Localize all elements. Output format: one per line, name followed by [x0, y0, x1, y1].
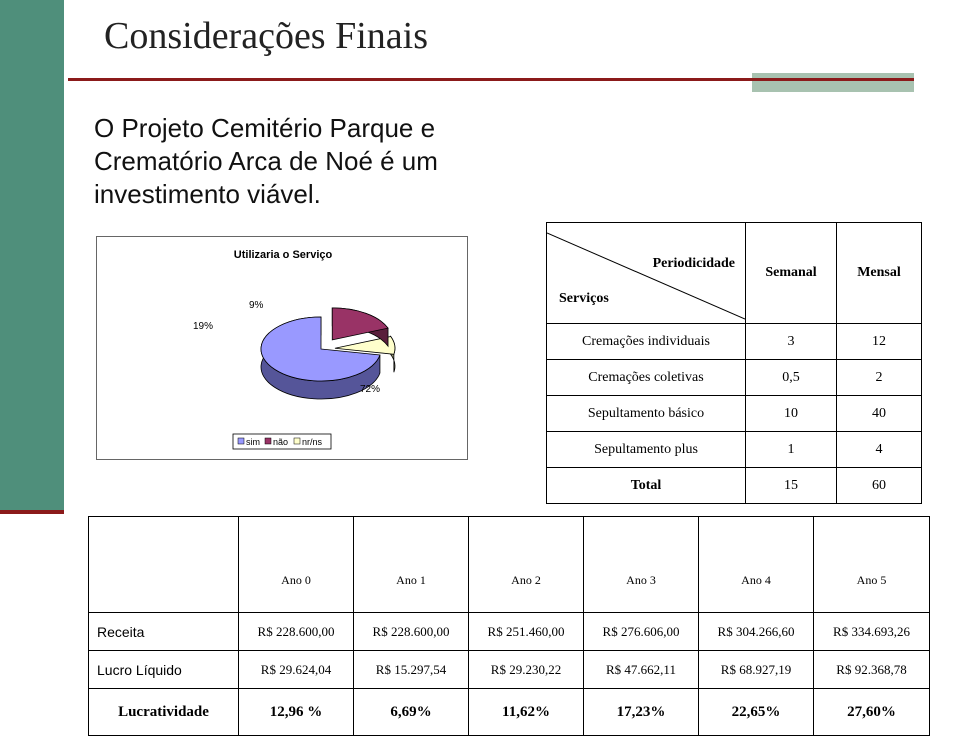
service-name: Cremações coletivas: [547, 360, 746, 396]
legend-label-sim: sim: [246, 437, 260, 447]
legend-swatch-nr/ns: [294, 438, 300, 444]
total-mensal: 60: [837, 468, 922, 504]
header-mensal: Mensal: [837, 223, 922, 324]
table-row: [547, 360, 922, 396]
receita-value: R$ 304.266,60: [699, 613, 814, 651]
mensal-value: 12: [837, 324, 922, 360]
legend-swatch-sim: [238, 438, 244, 444]
lucro-value: R$ 29.624,04: [239, 651, 354, 689]
table-row: [547, 432, 922, 468]
year-label: Ano 2: [511, 573, 541, 587]
slide-bullet: O Projeto Cemitério Parque e Crematório Arca de Noé é um investimento viável.: [94, 113, 438, 209]
mensal-value: 40: [837, 396, 922, 432]
lucro-value: R$ 47.662,11: [584, 651, 699, 689]
semanal-value: 1: [746, 432, 837, 468]
header-col-label: Serviços: [559, 291, 609, 306]
semanal-value: 3: [746, 324, 837, 360]
diagonal-header-cell: [547, 223, 746, 324]
frequency-table: [546, 222, 922, 504]
title-rule-accent: [752, 73, 914, 92]
row-label: Lucro Líquido: [89, 651, 239, 689]
receita-value: R$ 276.606,00: [584, 613, 699, 651]
total-semanal: 15: [746, 468, 837, 504]
years-header-row: [89, 517, 930, 613]
lucratividade-value: 12,96 %: [239, 689, 354, 736]
receita-value: R$ 228.600,00: [239, 613, 354, 651]
left-accent-bar: [0, 0, 64, 514]
total-row: [547, 468, 922, 504]
lucratividade-value: 11,62%: [469, 689, 584, 736]
lucratividade-value: 27,60%: [814, 689, 930, 736]
year-header: [699, 517, 814, 613]
row-label: Receita: [89, 613, 239, 651]
header-semanal: Semanal: [746, 223, 837, 324]
receita-value: R$ 334.693,26: [814, 613, 930, 651]
lucro-row: [89, 651, 930, 689]
lucratividade-value: 22,65%: [699, 689, 814, 736]
lucro-value: R$ 29.230,22: [469, 651, 584, 689]
year-label: Ano 4: [741, 573, 771, 587]
mensal-value: 2: [837, 360, 922, 396]
diagonal-line: [547, 223, 745, 323]
year-label: Ano 5: [856, 573, 887, 587]
service-name: Sepultamento básico: [547, 396, 746, 432]
legend-label-nr/ns: nr/ns: [302, 437, 323, 447]
corner-cell: [89, 517, 239, 613]
lucro-value: R$ 15.297,54: [354, 651, 469, 689]
frequency-table-header: [547, 223, 922, 324]
year-label: Ano 3: [626, 573, 656, 587]
legend-label-não: não: [273, 437, 289, 447]
year-header: [584, 517, 699, 613]
header-row-label: Periodicidade: [652, 256, 735, 271]
year-label: Ano 0: [281, 573, 311, 587]
lucratividade-value: 17,23%: [584, 689, 699, 736]
pie-chart-svg: [97, 237, 467, 459]
year-header: [354, 517, 469, 613]
financial-table: [88, 516, 930, 736]
row-label: Lucratividade: [89, 689, 239, 736]
lucratividade-row: [89, 689, 930, 736]
left-bar-rule: [0, 510, 64, 514]
year-header: [814, 517, 930, 613]
table-row: [547, 324, 922, 360]
service-name: Cremações individuais: [547, 324, 746, 360]
year-label: Ano 1: [396, 573, 426, 587]
lucratividade-value: 6,69%: [354, 689, 469, 736]
data-label-nr/ns: 9%: [249, 300, 264, 311]
semanal-value: 10: [746, 396, 837, 432]
chart-title: Utilizaria o Serviço: [233, 249, 333, 261]
year-header: [469, 517, 584, 613]
total-label: Total: [547, 468, 746, 504]
table-row: [547, 396, 922, 432]
lucro-value: R$ 68.927,19: [699, 651, 814, 689]
legend-swatch-não: [265, 438, 271, 444]
data-label-sim: 72%: [360, 384, 381, 395]
pie-chart: [96, 236, 468, 460]
receita-row: [89, 613, 930, 651]
slide-title: Considerações Finais: [104, 15, 429, 57]
semanal-value: 0,5: [746, 360, 837, 396]
receita-value: R$ 228.600,00: [354, 613, 469, 651]
data-label-não: 19%: [193, 321, 214, 332]
lucro-value: R$ 92.368,78: [814, 651, 930, 689]
receita-value: R$ 251.460,00: [469, 613, 584, 651]
service-name: Sepultamento plus: [547, 432, 746, 468]
title-rule: [68, 78, 914, 81]
mensal-value: 4: [837, 432, 922, 468]
year-header: [239, 517, 354, 613]
